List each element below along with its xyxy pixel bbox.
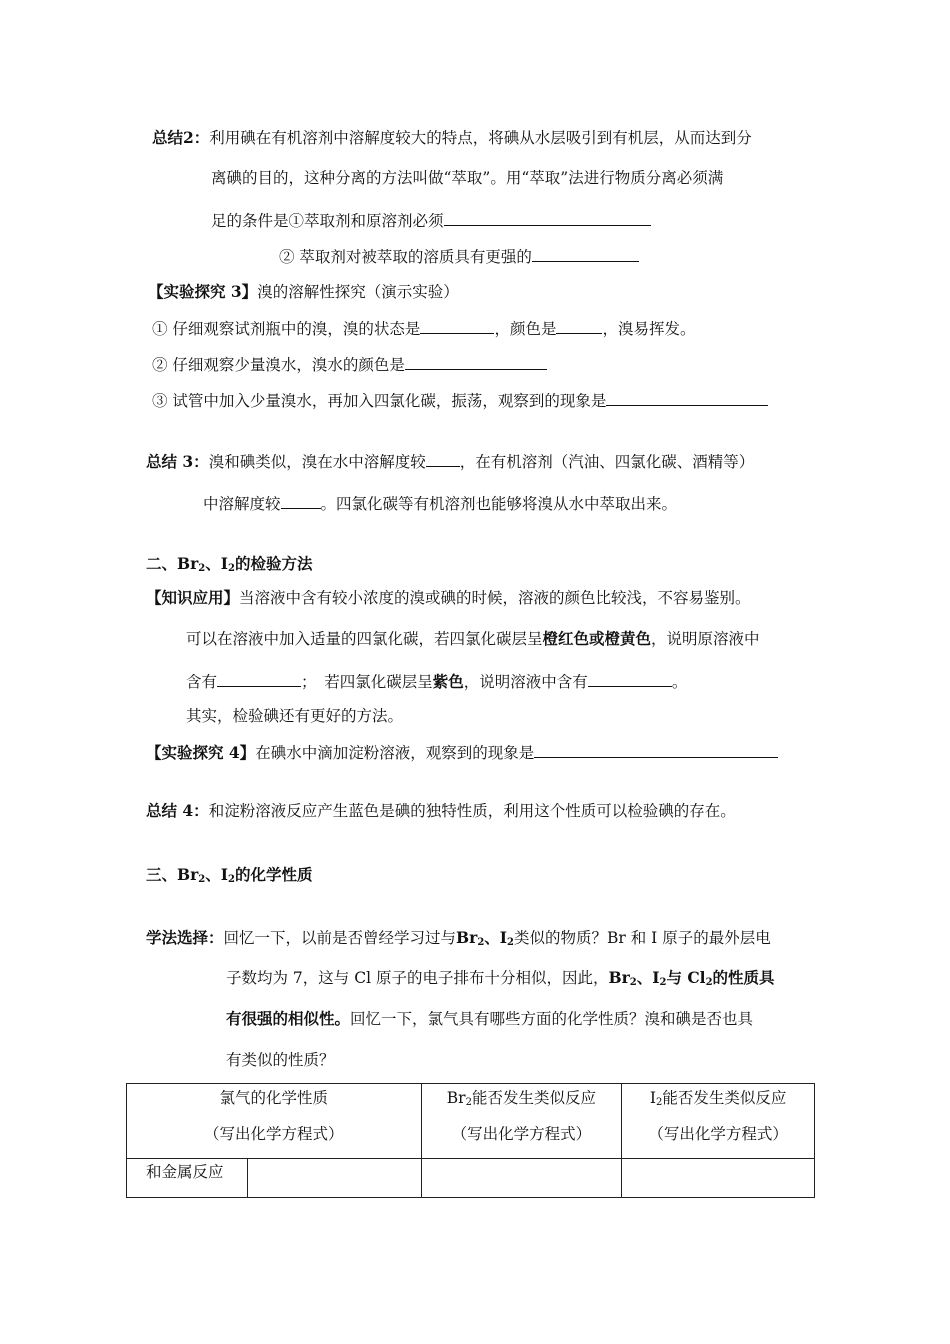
exp3-label: 【实验探究 3】 [148, 282, 258, 301]
exp3-heading [148, 281, 459, 303]
knowledge-label: 【知识应用】 [146, 588, 240, 607]
knowledge-line4: 其实，检验碘还有更好的方法。 [186, 707, 404, 725]
header-bromine: $Br_2$能否发生类似反应 （写出化学方程式） [421, 1084, 622, 1159]
row-label-metal: 和金属反应 [127, 1159, 248, 1198]
summary3-line2: 中溶解度较 。四氯化碳等有机溶剂也能够将溴从水中萃取出来。 [203, 492, 677, 515]
method-line2: 子数均为 7，这与 Cl 原子的电子排布十分相似，因此，$Br_2$、$I_2$与 $Cl_2$的性质具 [226, 968, 775, 988]
summary2-label: 总结2： [152, 128, 210, 147]
method-line4: 有类似的性质？ [226, 1051, 335, 1069]
method-label: 学法选择： [146, 928, 224, 947]
exp3-q2: ② 仔细观察少量溴水，溴水的颜色是 [152, 353, 547, 376]
properties-table [126, 1083, 815, 1198]
blank-field[interactable] [217, 670, 301, 687]
section2-heading: 二、$Br_2$、$I_2$的检验方法 [146, 554, 313, 574]
summary2-line1: 总结2：利用碘在有机溶剂中溶解度较大的特点，将碘从水层吸引到有机层，从而达到分 [152, 128, 752, 147]
cell-chlorine-equation[interactable] [247, 1159, 421, 1198]
blank-field[interactable] [588, 670, 672, 687]
knowledge-line2: 可以在溶液中加入适量的四氯化碳，若四氯化碳层呈橙红色或橙黄色，说明原溶液中 [186, 629, 760, 648]
summary2-line4: ② 萃取剂对被萃取的溶质具有更强的 [279, 245, 639, 268]
knowledge-line1: 【知识应用】当溶液中含有较小浓度的溴或碘的时候，溶液的颜色比较浅，不容易鉴别。 [146, 588, 751, 607]
table-header-row [127, 1084, 815, 1159]
summary2-line3: 足的条件是①萃取剂和原溶剂必须 [211, 209, 651, 232]
blank-field[interactable] [534, 741, 778, 758]
blank-field[interactable] [556, 317, 602, 334]
summary2-line2: 离碘的目的，这种分离的方法叫做“萃取”。用“萃取”法进行物质分离必须满 [211, 169, 724, 187]
blank-field[interactable] [405, 353, 547, 370]
blank-field[interactable] [420, 317, 494, 334]
method-line1: 学法选择：回忆一下，以前是否曾经学习过与$Br_2$、$I_2$类似的物质？Br 和 I 原子的最外层电 [146, 928, 771, 948]
summary4-label: 总结 4： [146, 801, 209, 820]
blank-field[interactable] [426, 450, 460, 467]
table-row [127, 1159, 815, 1198]
method-line3: 有很强的相似性。回忆一下，氯气具有哪些方面的化学性质？溴和碘是否也具 [226, 1009, 754, 1028]
cell-bromine-equation[interactable] [421, 1159, 622, 1198]
exp3-title: 溴的溶解性探究（演示实验） [257, 283, 459, 301]
summary3-line1: 总结 3：溴和碘类似，溴在水中溶解度较 ，在有机溶剂（汽油、四氯化碳、酒精等） [146, 452, 755, 471]
blank-field[interactable] [532, 245, 639, 262]
cell-iodine-equation[interactable] [622, 1159, 815, 1198]
summary4-line: 总结 4：和淀粉溶液反应产生蓝色是碘的独特性质，利用这个性质可以检验碘的存在。 [146, 801, 736, 820]
blank-field[interactable] [444, 209, 651, 226]
header-iodine: $I_2$能否发生类似反应 （写出化学方程式） [622, 1084, 815, 1159]
blank-field[interactable] [606, 389, 768, 406]
exp4-label: 【实验探究 4】 [146, 743, 256, 762]
header-chlorine: 氯气的化学性质 （写出化学方程式） [127, 1084, 422, 1159]
exp4-line: 【实验探究 4】在碘水中滴加淀粉溶液，观察到的现象是 [146, 741, 778, 764]
exp3-q1: ① 仔细观察试剂瓶中的溴，溴的状态是 ，颜色是 ，溴易挥发。 [152, 317, 695, 340]
exp3-q3: ③ 试管中加入少量溴水，再加入四氯化碳，振荡，观察到的现象是 [152, 389, 768, 412]
blank-field[interactable] [281, 492, 321, 509]
knowledge-line3: 含有 ； 若四氯化碳层呈紫色，说明溶液中含有 。 [186, 672, 688, 691]
section3-heading: 三、$Br_2$、$I_2$的化学性质 [146, 865, 313, 885]
summary3-label: 总结 3： [146, 452, 209, 471]
